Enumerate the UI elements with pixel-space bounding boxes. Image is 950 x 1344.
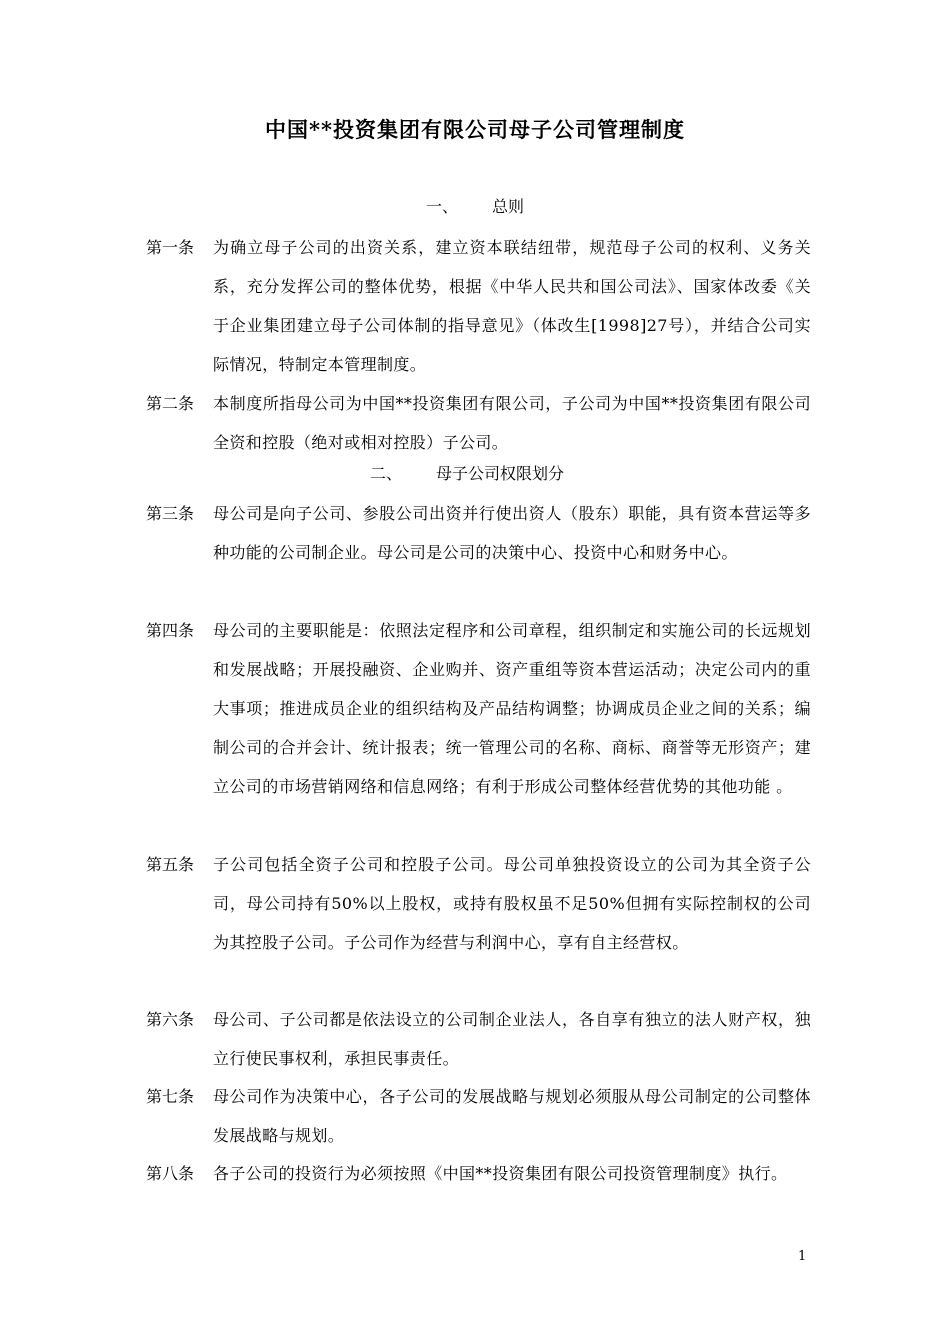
article-label: 第六条 [146,1010,195,1029]
article-6 [146,1000,811,1078]
article-text: 母公司的主要职能是：依照法定程序和公司章程，组织制定和实施公司的长远规划和发展战略；开展投融资、企业购并、资产重组等资本营运活动；决定公司内的重大事项；推进成员企业的组织结构及产品结构调整；协调成员企业之间的关系；编制公司的合并会计、统计报表；统一管理公司的名称、商标、商誉等无形资产；建立公司的市场营销网络和信息网络；有利于形成公司整体经营优势的其他功能 。 [213,621,811,796]
article-text: 母公司、子公司都是依法设立的公司制企业法人，各自享有独立的法人财产权，独立行使民事权利，承担民事责任。 [213,1010,811,1068]
article-7 [146,1077,811,1155]
document-title: 中国**投资集团有限公司母子公司管理制度 [265,117,685,142]
article-label: 第四条 [146,621,195,640]
section-heading-authority [370,463,564,485]
section-heading-general [426,196,524,218]
article-label: 第三条 [146,504,195,523]
article-text: 各子公司的投资行为必须按照《中国**投资集团有限公司投资管理制度》执行。 [213,1164,788,1183]
article-text: 母公司作为决策中心，各子公司的发展战略与规划必须服从母公司制定的公司整体发展战略与规划。 [213,1087,811,1145]
article-text: 子公司包括全资子公司和控股子公司。母公司单独投资设立的公司为其全资子公司，母公司持有50%以上股权，或持有股权虽不足50%但拥有实际控制权的公司为其控股子公司。子公司作为经营与利润中心，享有自主经营权。 [213,855,811,952]
article-label: 第五条 [146,855,195,874]
article-label: 第七条 [146,1087,195,1106]
article-5 [146,845,811,962]
article-text: 本制度所指母公司为中国**投资集团有限公司，子公司为中国**投资集团有限公司全资和控股（绝对或相对控股）子公司。 [213,394,811,452]
section-title: 母子公司权限划分 [436,464,565,483]
article-text: 母公司是向子公司、参股公司出资并行使出资人（股东）职能，具有资本营运等多种功能的公司制企业。母公司是公司的决策中心、投资中心和财务中心。 [213,504,811,562]
page-number: 1 [798,1249,807,1264]
article-3 [146,494,811,572]
section-number: 一、 [426,197,459,216]
article-1 [146,228,811,384]
article-label: 第一条 [146,238,195,257]
section-title: 总则 [492,197,525,216]
article-2 [146,384,811,462]
article-label: 第八条 [146,1164,195,1183]
section-number: 二、 [370,464,403,483]
article-4 [146,611,811,806]
article-label: 第二条 [146,394,195,413]
article-text: 为确立母子公司的出资关系，建立资本联结纽带，规范母子公司的权利、义务关系，充分发挥公司的整体优势，根据《中华人民共和国公司法》、国家体改委《关于企业集团建立母子公司体制的指导意见》（体改生[1998]27号），并结合公司实际情况，特制定本管理制度。 [213,238,811,374]
article-8 [146,1154,811,1193]
